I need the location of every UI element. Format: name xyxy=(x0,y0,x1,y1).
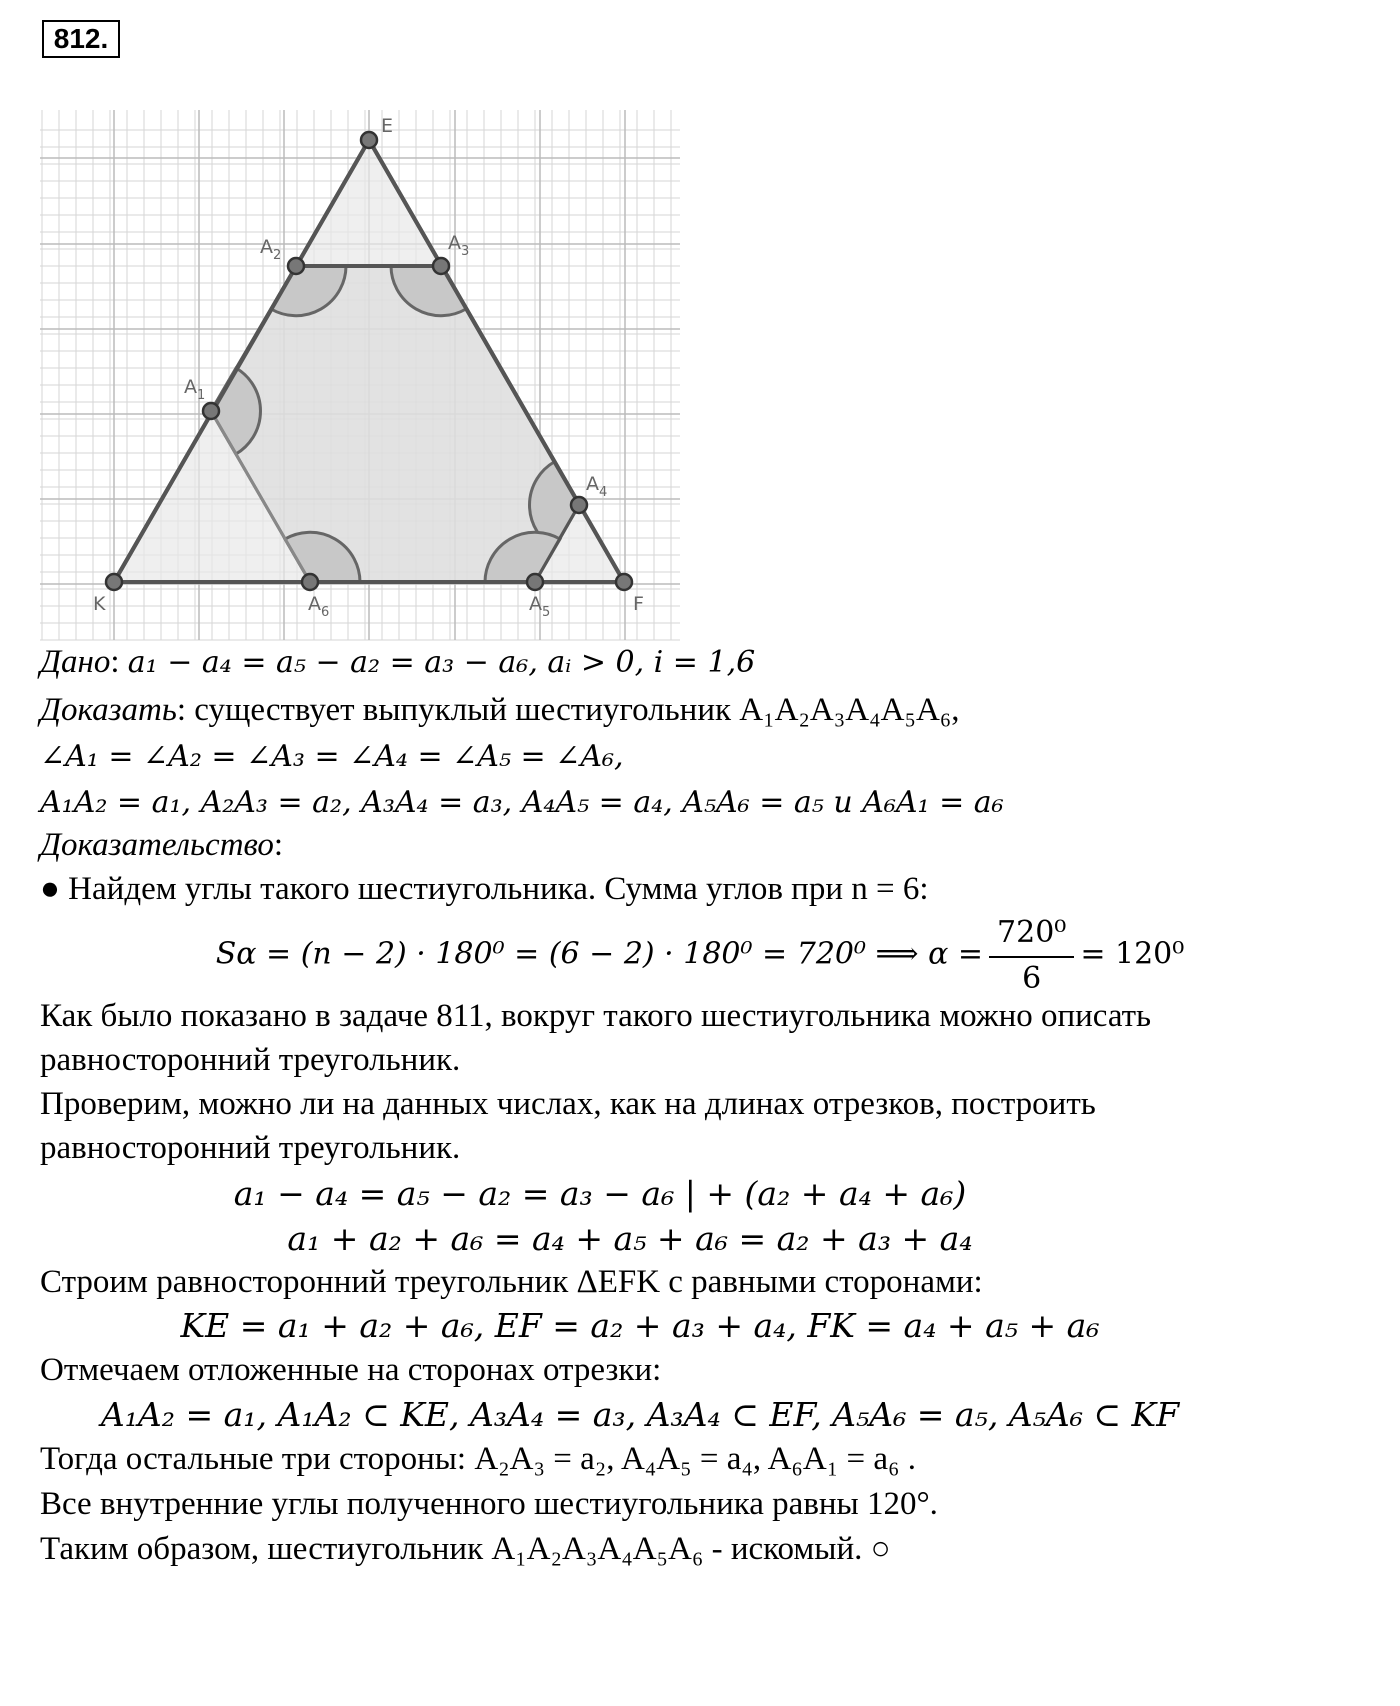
given-line: Дано: a₁ − a₄ = a₅ − a₂ = a₃ − a₆, aᵢ > 0, i = 1,6 xyxy=(40,644,756,680)
segments-line: A₁A₂ = a₁, A₁A₂ ⊂ KE, A₃A₄ = a₃, A₃A₄ ⊂ EF, A₅A₆ = a₅, A₅A₆ ⊂ KF xyxy=(100,1395,1180,1434)
given-label: Дано xyxy=(40,644,111,680)
angles-line: Все внутренние углы полученного шестиугольника равны 120°. xyxy=(40,1486,938,1522)
label-A5: $A_5$ xyxy=(529,593,551,620)
formula-right: = 120⁰ xyxy=(1080,936,1185,972)
sides-line: KE = a₁ + a₂ + a₆, EF = a₂ + a₃ + a₄, FK = a₄ + a₅ + a₆ xyxy=(180,1306,1100,1345)
point-E xyxy=(361,132,377,148)
point-A1 xyxy=(203,403,219,419)
equation-1: a₁ − a₄ = a₅ − a₂ = a₃ − a₆ | + (a₂ + a₄ + a₆) xyxy=(233,1174,967,1213)
final-line: Таким образом, шестиугольник A₁A₂A₃A₄A₅A₆ - искомый. ○ xyxy=(40,1531,891,1567)
geometry-figure xyxy=(40,110,700,646)
rest-line: Тогда остальные три стороны: A₂A₃ = a₂, A₄A₅ = a₄, A₆A₁ = a₆ . xyxy=(40,1441,917,1477)
point-A6 xyxy=(302,574,318,590)
label-E: E xyxy=(381,115,394,137)
mark-line: Отмечаем отложенные на сторонах отрезки: xyxy=(40,1352,662,1388)
label-A6: $A_6$ xyxy=(308,593,330,620)
angle-formula xyxy=(0,912,1400,1000)
point-A2 xyxy=(288,258,304,274)
point-A4 xyxy=(571,497,587,513)
problem-number: 812. xyxy=(42,20,120,58)
prove-line-3: A₁A₂ = a₁, A₂A₃ = a₂, A₃A₄ = a₃, A₄A₅ = a₄, A₅A₆ = a₅ и A₆A₁ = a₆ xyxy=(40,785,1004,820)
prove-line-2: ∠A₁ = ∠A₂ = ∠A₃ = ∠A₄ = ∠A₅ = ∠A₆, xyxy=(40,739,624,774)
point-A5 xyxy=(527,574,543,590)
label-A2: $A_2$ xyxy=(260,236,282,263)
point-F xyxy=(616,574,632,590)
paragraph-2-line-2: равносторонний треугольник. xyxy=(40,1130,461,1166)
prove-label: Доказать xyxy=(40,692,177,728)
prove-text: : существует выпуклый шестиугольник A₁A₂A₃A₄A₅A₆, xyxy=(176,692,960,728)
point-A3 xyxy=(433,258,449,274)
bullet-line: ● Найдем углы такого шестиугольника. Сумма углов при n = 6: xyxy=(40,871,929,907)
build-line: Строим равносторонний треугольник ΔEFK с равными сторонами: xyxy=(40,1264,983,1300)
label-A3: $A_3$ xyxy=(448,232,470,259)
fraction-numerator: 720⁰ xyxy=(989,912,1074,958)
paragraph-2-line-1: Проверим, можно ли на данных числах, как на длинах отрезков, построить xyxy=(40,1086,1096,1122)
proof-line: Доказательство: xyxy=(40,827,284,863)
label-A1: $A_1$ xyxy=(184,376,206,403)
point-K xyxy=(106,574,122,590)
label-A4: $A_4$ xyxy=(586,473,608,500)
given-math: a₁ − a₄ = a₅ − a₂ = a₃ − a₆, aᵢ > 0, i = 1,6 xyxy=(127,645,756,680)
label-F: F xyxy=(633,593,644,615)
formula-left: Sα = (n − 2) · 180⁰ = (6 − 2) · 180⁰ = 720⁰ ⟹ α = xyxy=(215,936,984,972)
paragraph-1-line-1: Как было показано в задаче 811, вокруг такого шестиугольника можно описать xyxy=(40,998,1152,1034)
proof-label: Доказательство xyxy=(40,827,274,863)
equation-2: a₁ + a₂ + a₆ = a₄ + a₅ + a₆ = a₂ + a₃ + a₄ xyxy=(287,1219,973,1258)
label-K: K xyxy=(93,593,106,615)
fraction-denominator: 6 xyxy=(1022,961,1042,996)
formula-fraction xyxy=(989,912,1074,1000)
prove-line xyxy=(40,690,960,730)
paragraph-1-line-2: равносторонний треугольник. xyxy=(40,1042,461,1078)
